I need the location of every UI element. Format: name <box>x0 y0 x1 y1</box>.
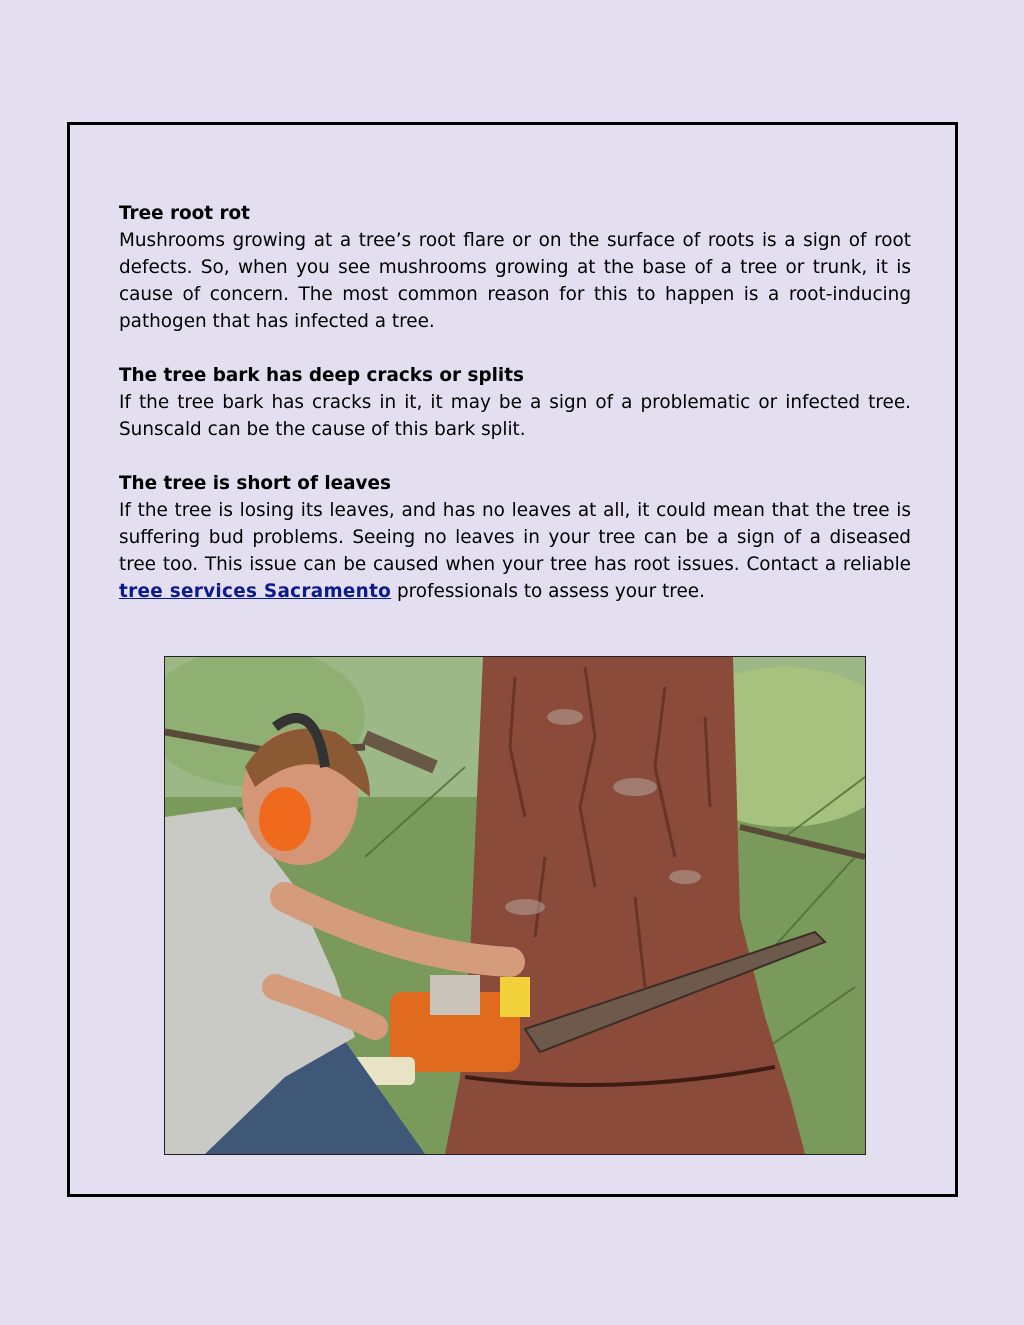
chainsaw-tree-photo <box>164 656 866 1155</box>
section-tree-root-rot <box>119 200 911 335</box>
section-heading: The tree is short of leaves <box>119 473 391 494</box>
section-heading: Tree root rot <box>119 203 250 224</box>
body-text-before-link: If the tree is losing its leaves, and has no leaves at all, it could mean that the tree is suffering bud problems. Seeing no leaves in your tree can be a sign of a diseased tree too. This issue can be caused when your tree has root issues. Contact a reliable <box>119 500 911 575</box>
article-content <box>119 200 911 632</box>
section-body: Mushrooms growing at a tree’s root flare or on the surface of roots is a sign of root defects. So, when you see mushrooms growing at the base of a tree or trunk, it is cause of concern. The most common reason for this to happen is a root-inducing pathogen that has infected a tree. <box>119 230 911 332</box>
section-heading: The tree bark has deep cracks or splits <box>119 365 524 386</box>
body-text-after-link: professionals to assess your tree. <box>391 581 705 602</box>
section-body <box>119 497 911 605</box>
section-bark-cracks <box>119 362 911 443</box>
photo-illustration <box>165 657 865 1154</box>
tree-services-link[interactable]: tree services Sacramento <box>119 581 392 602</box>
section-short-of-leaves <box>119 470 911 605</box>
section-body: If the tree bark has cracks in it, it may be a sign of a problematic or infected tree. Sunscald can be the cause of this bark split. <box>119 392 911 440</box>
